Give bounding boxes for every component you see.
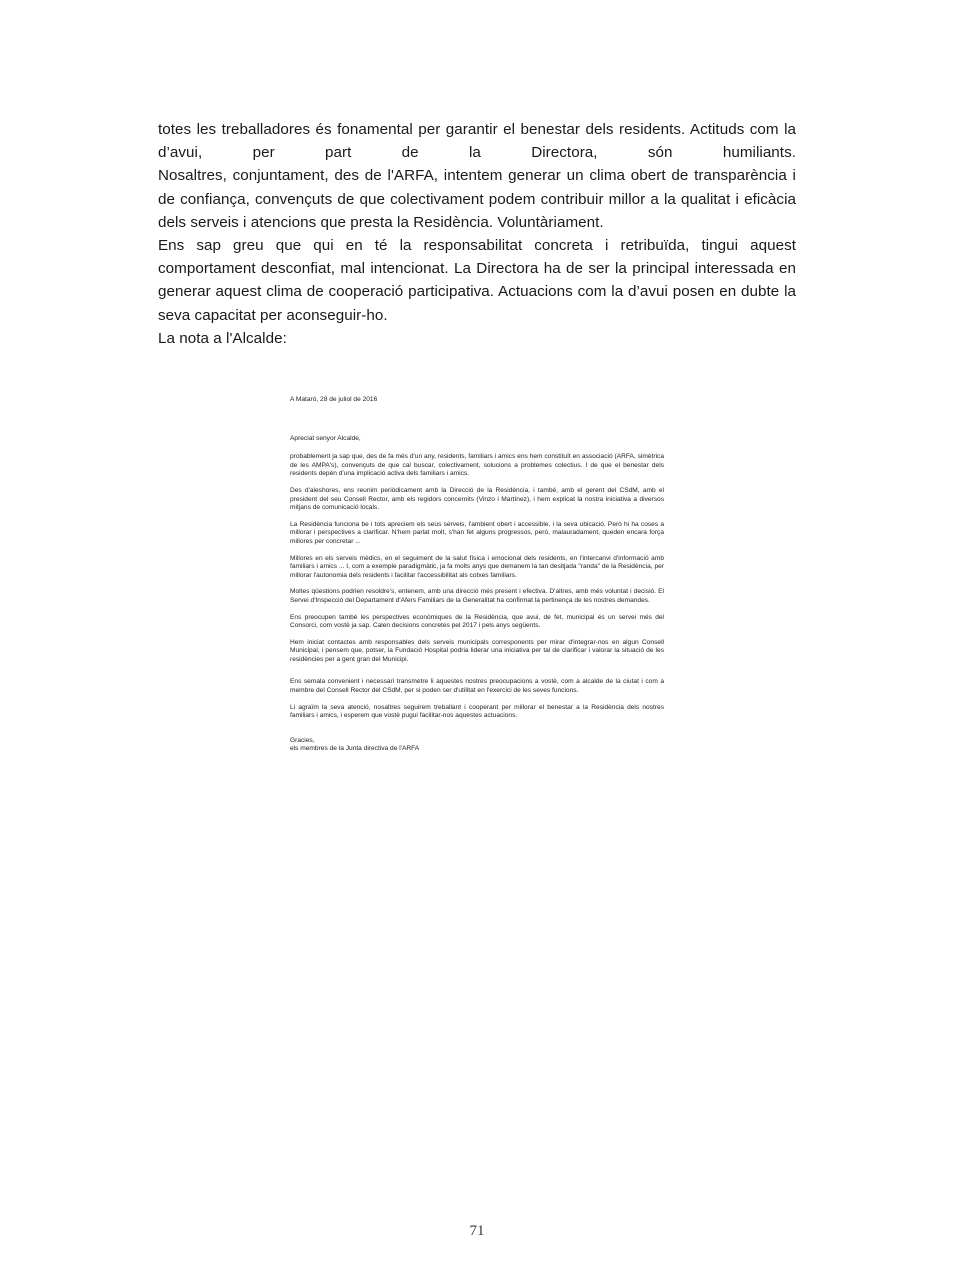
letter-salutation: Apreciat senyor Alcalde,: [290, 434, 361, 442]
letter-paragraph: Des d'aleshores, ens reunim periòdicament amb la Direcció de la Residència, i també, amb el gerent del CSdM, amb el president del seu Consell Rector, amb els regidors concernits (Vinzo i Martínez), i hem explicat la nostra iniciativa a diversos mitjans de comunicació locals.: [290, 486, 664, 512]
letter-signature: els membres de la Junta directiva de l'ARFA: [290, 745, 420, 753]
paragraph-3: Ens sap greu que qui en té la responsabilitat concreta i retribuïda, tingui aquest comportament desconfiat, mal intencionat. La Directora ha de ser la principal interessada en generar aquest clima de cooperació participativa. Actuacions com la d’avui posen en dubte la seva capacitat per aconseguir-ho.: [158, 237, 796, 324]
paragraph-1: totes les treballadores és fonamental per garantir el benestar dels residents. Actituds com la d’avui, per part de la Directora, són humiliants.: [158, 121, 796, 162]
letter-paragraph: Hem iniciat contactes amb responsables dels serveis municipals corresponents per mirar d'integrar-nos en algun Consell Municipal, i pensem que, potser, la Fundació Hospital podria liderar una iniciativa per tal de clarificar i valorar la situació de les residències per a gent gran del Municipi.: [290, 638, 664, 663]
letter-paragraph: Moltes qüestions podrien resoldre's, entenem, amb una direcció més present i efectiva. D'altres, amb més voluntat i decisió. El Servei d'Inspecció del Departament d'Afers Familiars de la Generalitat ha confirmat la pertinença de les nostres demandes.: [290, 588, 664, 604]
paragraph-4: La nota a l'Alcalde:: [158, 329, 287, 347]
letter-paragraph: probablement ja sap que, des de fa més d'un any, residents, familiars i amics ens hem constituït en associació (ARFA, simètrica de les AMPA's), convençuts de que cal buscar, colectivament, solucions a problemes colectius. I de que el benestar dels residents depèn d'una implicació activa dels familiars i amics.: [290, 453, 664, 478]
letter-closing: Gracies,: [290, 736, 315, 744]
letter-paragraph: Ens preocupen també les perspectives econòmiques de la Residència, que avui, de fet, municipal és un servei més del Consorci, com vostè ja sap. Calen decisions concretes pel 2017 i pels anys següents.: [290, 613, 664, 630]
body-text: [158, 118, 796, 350]
paragraph-2: Nosaltres, conjuntament, des de l'ARFA, intentem generar un clima obert de transparència i de confiança, convençuts de que colectivament podem contribuir millor a la qualitat i eficàcia dels serveis i atencions que presta la Residència. Voluntàriament.: [158, 167, 796, 231]
letter-date: A Mataró, 28 de juliol de 2016: [290, 396, 378, 403]
letter-paragraph: La Residència funciona be i tots apreciem els seus serveis, l'ambient obert i accessible, i la seva ubicació. Però hi ha coses a millorar i perspectives a clarificar. N'hem parlat molt, s'han fet alguns progressos, però, malauradament, queden encara força millores per concretar ...: [290, 520, 664, 545]
embedded-letter-image: [290, 396, 664, 754]
letter-paragraph: Millores en els serveis mèdics, en el seguiment de la salut física i emocional dels residents, en l'intercanvi d'informació amb familiars i amics ... I, com a exemple paradigmàtic, ja fa molts anys que demanem la tan desitjada "randa" de la Residència, per millorar l'autonomia dels residents i facilitar l'accessibilitat als cotxes familiars.: [290, 554, 664, 579]
letter-paragraph: Ens semala convenient i necessari transmetre li aquestes nostres preocupacions a vostè, com a alcalde de la ciutat i com a membre del Consell Rector del CSdM, per si poden ser d'utilitat en l'exercici de les seves funcions.: [290, 678, 664, 695]
page-number: 71: [469, 1223, 485, 1239]
letter-paragraph: Li agraïm la seva atenció, nosaltres seguirem treballant i cooperant per millorar el benestar a la Residència dels nostres familiars i amics, i esperem que vostè pugui facilitar-nos aquestes actuacions.: [290, 703, 664, 720]
